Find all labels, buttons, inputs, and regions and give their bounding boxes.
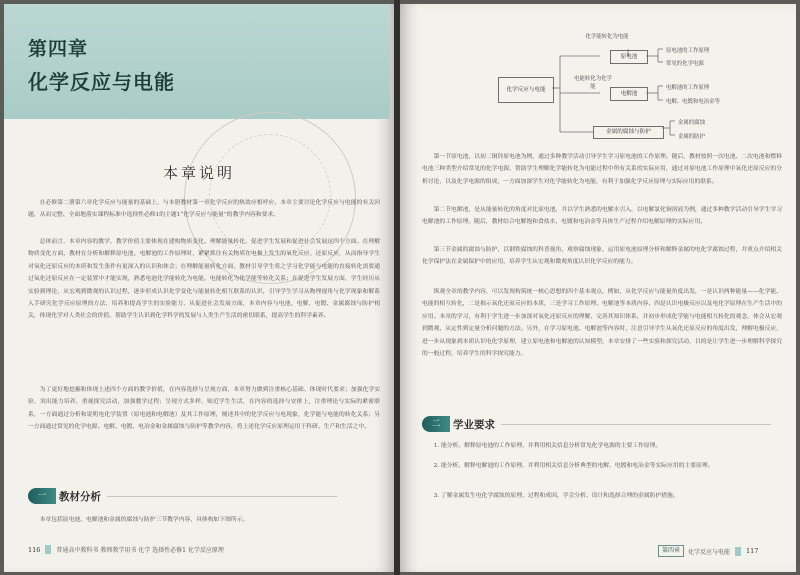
- chapter-header-band: [4, 4, 390, 119]
- chapter-title: 化学反应与电能: [28, 70, 175, 94]
- diagram-branch-mid-label: 电能转化为化学能: [574, 76, 612, 90]
- chapter-number: 第四章: [28, 38, 89, 60]
- footer-chapter-title: 化学反应与电能: [688, 548, 731, 556]
- section-badge: 一: [28, 488, 56, 504]
- section1-paragraph: 第一节原电池，以初二铜锌原电池为例，通过多种教学活动引导学生学习原电池的工作原理。随后，教材按照一次电池、二次电池和燃料电池三种类型介绍常见的化学电源，帮助学生理解化学能转化为电能过程中所有关系的实际应用，通过对原电池工作原理中氧化还原反应的分析讨论，以及化学电源的组成，一方面加深学生对化学能转化为电能，有利于加强化学反应原理与实际应用的联系。: [422, 154, 782, 185]
- overview-paragraph: 纵观全章的教学内容，可以发现构筑统一核心思想的四个基本观点，例如，从化学反应与能量角度出发，一是认识两种能量——化学能、电能的相互转化，二是揭示氧化还原反应的本质，三是学习工作原理、电解池等本质内容，四是认识电极反应以及电化学原理在生产生活中的应用。本章的学习，有利于学生进一步加深对氧化还原反应的理解，完善其知识体系，并初步形成化学能与电能相互转化的观念，体会从宏观到微观、从定性到定量分析问题的方法。另外，在学习原电池、电解池等内容时，注意引导学生从氧化还原反应的角度出发，理解电极反应，进一步从现象到本质认识电化学原理，建立原电池和电解池的认知模型。本章安排了一些实验和探究活动，目的是让学生进一步理解科学探究的一般过程，培养学生的科学探究能力。: [422, 289, 782, 358]
- diagram-node-electrolytic-cell: 电解池: [610, 87, 648, 101]
- diagram-root-node: 化学反应与电能: [498, 77, 554, 103]
- diagram-item: 金属的防护: [678, 134, 705, 140]
- analysis-paragraph: 本章包括原电池、电解池和金属的腐蚀与防护三节教学内容，具体构如下图所示。: [39, 517, 249, 523]
- diagram-node-galvanic-cell: 原电池: [610, 50, 648, 64]
- diagram-item: 常见的化学电源: [666, 61, 704, 67]
- diagram-node-corrosion: 金属的腐蚀与防护: [593, 126, 664, 139]
- section-badge: 二: [422, 416, 450, 432]
- section-heading-text: 学业要求: [453, 418, 495, 431]
- footer-chapter-label: 第四章: [658, 545, 684, 557]
- requirement-item: 1. 能分析、解释原电池的工作原理，并利用相关信息分析常见化学电源的主要工作原理。: [433, 443, 662, 449]
- intro-paragraph-1: 在必修第二册第六章化学反应与能量的基础上，与本册教材第一章化学反应的热效应相呼应，本章主要讨论化学反应与电能的有关问题，从而完整、全面地落实课程标准中选择性必修1的主题1“化学反应与能量”的教学内容和要求。: [28, 200, 380, 219]
- requirement-item: 2. 能分析、解释电解池的工作原理，并利用相关信息分析典型的电解、电镀和电冶金等实际应用的主要原理。: [433, 463, 714, 469]
- section2-paragraph: 第二节电解池，是从能量转化的角度对比原电池，并以学生熟悉的电解水引入，以电解氯化铜溶液为例，通过多种教学活动引导学生学习电解池的工作原理。随后，教材结合电解饱和食盐水、电镀和电冶金等具体生产过程介绍电解原理的实际应用。: [422, 207, 782, 226]
- right-footer: [658, 545, 758, 557]
- section-title: 本章说明: [162, 164, 235, 182]
- requirement-item: 3. 了解金属发生电化学腐蚀的原理、过程和成因，学会分析、设计和选择合理的金属防护措施。: [433, 493, 679, 499]
- section-heading-text: 教材分析: [59, 490, 101, 503]
- intro-paragraph-2: 总体而言，本章内容的教学，教学价值主要体现在建构物质变化、理解能量转化、促进学生发展和促进社会发展这四个方面。在理解物质变化方面，教材在分析和解释原电池、电解池的工作原理时，紧紧抓住有关物质在电极上发生的氧化反应、还原反应，从而指导学生对氧化还原反应的本质和发生条件有更深入的认识和体会；在理解能量转化方面，教材引导学生将之学习化学能与电能的直接转化需要通过氧化还原反应在一定装置中才能实现，熟悉电池化学能转化为电能，电能转化为化学能等转化关系；在促进学生发展方面，学生经历从实验到理论，从宏观到微观的认识过程，逐步形成认识化学变化与能量转化相互联系的认识，引导学生学习从物理视角与化学现象和解系入手研究化学反应原理的方法，培养和提高学生的实验能力，从促进社会发展方面，本章内容与电池、电解、电镀、金属腐蚀与防护相关，体现化学对人类社会的价值，帮助学生认识到化学科学的发展与人类生产生活的密切联系，提高学生的科学素养。: [28, 239, 380, 320]
- page-number-right: 117: [746, 547, 759, 555]
- right-page: [400, 4, 796, 572]
- section-heading-requirements: [422, 416, 771, 432]
- section-rule: [107, 496, 337, 497]
- diagram-item: 电解池的工作原理: [666, 85, 710, 91]
- footer-book-title: 普通高中教科书 教师教学用书 化学 选择性必修1 化学反应原理: [56, 547, 224, 554]
- page-number-left: 116: [28, 545, 41, 554]
- footer-bar: [45, 545, 51, 554]
- footer-bar: [735, 547, 741, 556]
- diagram-item: 原电池的工作原理: [666, 48, 710, 54]
- left-page: [4, 4, 394, 572]
- section3-paragraph: 第三节金属的腐蚀与防护，以钢铁腐蚀的科普视角，观察腐蚀现象，运用原电池原理分析和解释金属的电化学腐蚀过程，并重点介绍相关化学保护法在金属保护中的应用，培养学生从宏观和微观角度认识化学反应的能力。: [422, 247, 782, 266]
- section-heading-analysis: [28, 488, 337, 504]
- left-footer: [28, 545, 224, 554]
- section-rule: [501, 424, 771, 425]
- intro-paragraph-3: 为了更好地挖掘和体现上述四个方面的教学价值，在内容选择与呈现方面，本章努力做到注重核心基础、体现时代要求；加强化学实验，突出能力培养，重视探究活动，加强教学过程；呈现方式多样，贴近学生生活，在内容的选择与安排上，注重理论与实际的紧密联系，一方面通过分析和说明电化学装置（原电池和电解池）及其工作原理，阐述其中的化学反应与电现象，化学能与电能的转化关系；另一方面通过常见的化学电源、电解、电镀、电冶金和金属腐蚀与防护等教学内容，将上述化学反应原理运用于科研、生产和生活之中。: [28, 387, 380, 431]
- diagram-branch-top-label: 化学能转化为电能: [585, 34, 629, 40]
- diagram-item: 金属的腐蚀: [678, 120, 705, 126]
- diagram-item: 电解、电镀和电冶金等: [666, 99, 720, 105]
